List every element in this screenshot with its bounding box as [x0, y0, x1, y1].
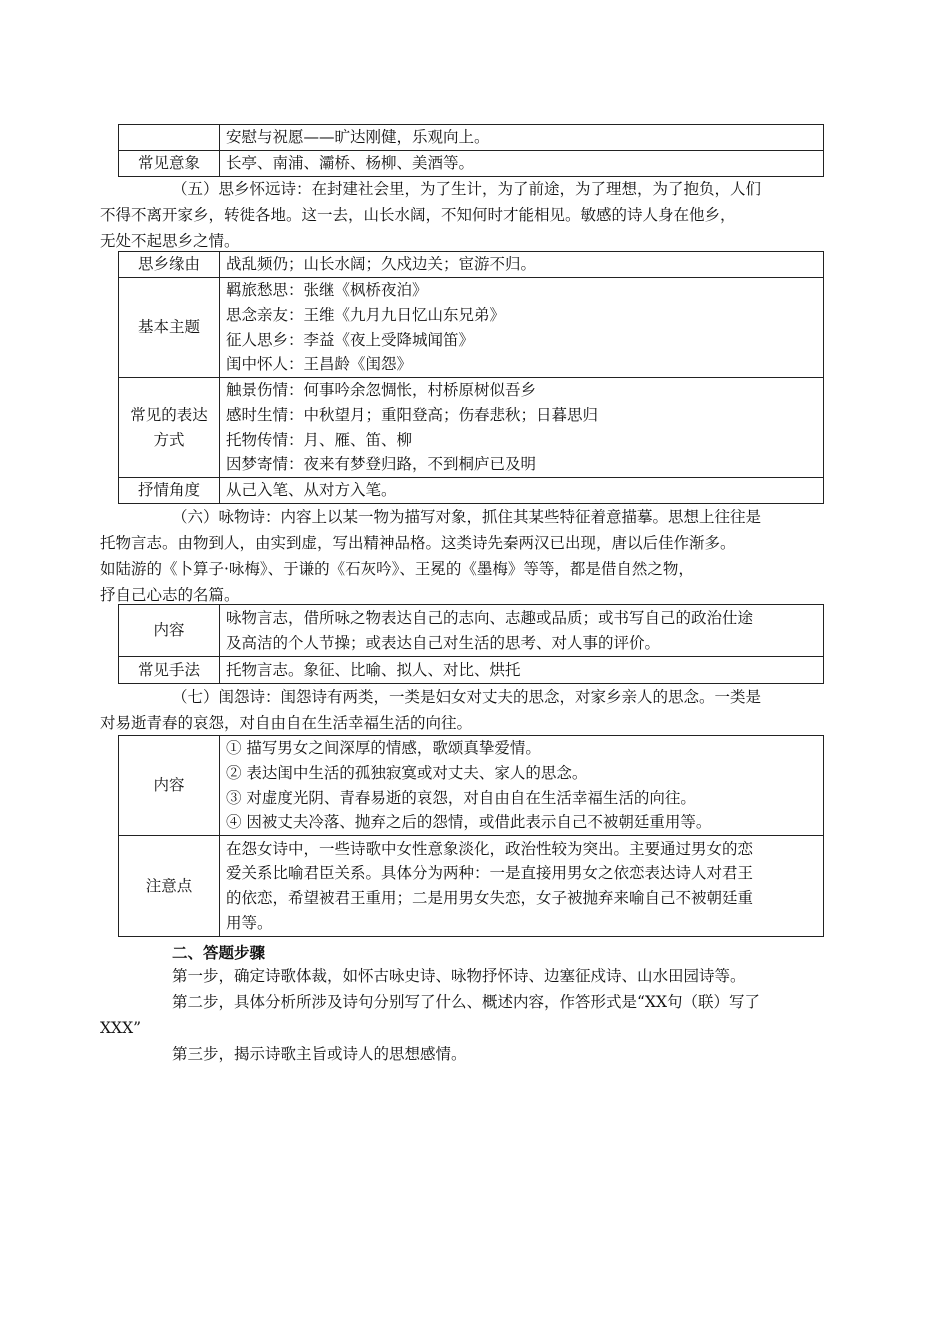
table-row: [119, 278, 824, 378]
row-key: 常见意象: [119, 151, 220, 177]
boudoir-poem-table: [118, 735, 824, 937]
row-content: ① 描写男女之间深厚的情感，歌颂真挚爱情。 ② 表达闺中生活的孤独寂寞或对丈夫、家人的思念。 ③ 对虚度光阴、青春易逝的哀怨，对自由自在生活幸福生活的向往。 ④ 因被丈夫冷落、抛弃之后的怨情，或借此表示自己不被朝廷重用等。: [220, 736, 824, 836]
row-content: 战乱频仍；山长水阔；久戍边关；宦游不归。: [220, 252, 824, 278]
row-key: 基本主题: [119, 278, 220, 378]
table-row: [119, 836, 824, 937]
object-poem-table: [118, 604, 824, 684]
section-six-paragraph: （六）咏物诗：内容上以某一物为描写对象，抓住其某些特征着意描摹。思想上往往是 托物言志。由物到人，由实到虚，写出精神品格。这类诗先秦两汉已出现，唐以后佳作渐多。 如陆游的《卜算子·咏梅》、于谦的《石灰吟》、王冕的《墨梅》等等，都是借自然之物， 抒自己心志的名篇。: [100, 508, 762, 604]
table-row: [119, 605, 824, 657]
row-key: 思乡缘由: [119, 252, 220, 278]
table-row: [119, 125, 824, 151]
row-key: 注意点: [119, 836, 220, 937]
row-content: 安慰与祝愿——旷达刚健，乐观向上。: [220, 125, 824, 151]
row-key: 抒情角度: [119, 478, 220, 504]
table-row: [119, 252, 824, 278]
row-key: 内容: [119, 736, 220, 836]
row-content: 羁旅愁思：张继《枫桥夜泊》 思念亲友：王维《九月九日忆山东兄弟》 征人思乡：李益《夜上受降城闻笛》 闺中怀人：王昌龄《闺怨》: [220, 278, 824, 378]
table-row: [119, 478, 824, 504]
row-key: 内容: [119, 605, 220, 657]
row-key: 常见手法: [119, 657, 220, 684]
step-three: 第三步，揭示诗歌主旨或诗人的思想感情。: [172, 1045, 467, 1063]
step-one: 第一步，确定诗歌体裁，如怀古咏史诗、咏物抒怀诗、边塞征戍诗、山水田园诗等。: [172, 967, 746, 985]
farewell-table: [118, 124, 824, 177]
table-row: [119, 736, 824, 836]
row-content: 托物言志。象征、比喻、拟人、对比、烘托: [220, 657, 824, 684]
row-content: 在怨女诗中，一些诗歌中女性意象淡化，政治性较为突出。主要通过男女的恋 爱关系比喻君臣关系。具体分为两种：一是直接用男女之依恋表达诗人对君王 的依恋，希望被君王重用；二是用男女失恋，女子被抛弃来喻自己不被朝廷重 用等。: [220, 836, 824, 937]
homesick-table: [118, 251, 824, 504]
table-row: [119, 378, 824, 478]
step-two: 第二步，具体分析所涉及诗句分别写了什么、概述内容，作答形式是“XX句（联）写了 XXX”: [100, 993, 760, 1037]
row-content: 咏物言志，借所咏之物表达自己的志向、志趣或品质；或书写自己的政治仕途 及高洁的个人节操；或表达自己对生活的思考、对人事的评价。: [220, 605, 824, 657]
row-content: 长亭、南浦、灞桥、杨柳、美酒等。: [220, 151, 824, 177]
row-content: 触景伤情：何事吟余忽惆怅，村桥原树似吾乡 感时生情：中秋望月；重阳登高；伤春悲秋；日暮思归 托物传情：月、雁、笛、柳 因梦寄情：夜来有梦登归路，不到桐庐已及明: [220, 378, 824, 478]
answer-steps-heading: 二、答题步骤: [172, 944, 266, 962]
row-key: [119, 125, 220, 151]
row-content: 从己入笔、从对方入笔。: [220, 478, 824, 504]
section-five-paragraph: （五）思乡怀远诗：在封建社会里，为了生计，为了前途，为了理想，为了抱负，人们 不得不离开家乡，转徙各地。这一去，山长水阔，不知何时才能相见。敏感的诗人身在他乡， 无处不起思乡之情。: [100, 180, 762, 250]
section-seven-paragraph: （七）闺怨诗：闺怨诗有两类，一类是妇女对丈夫的思念，对家乡亲人的思念。一类是 对易逝青春的哀怨，对自由自在生活幸福生活的向往。: [100, 688, 762, 732]
table-row: [119, 151, 824, 177]
table-row: [119, 657, 824, 684]
row-key: 常见的表达 方式: [119, 378, 220, 478]
